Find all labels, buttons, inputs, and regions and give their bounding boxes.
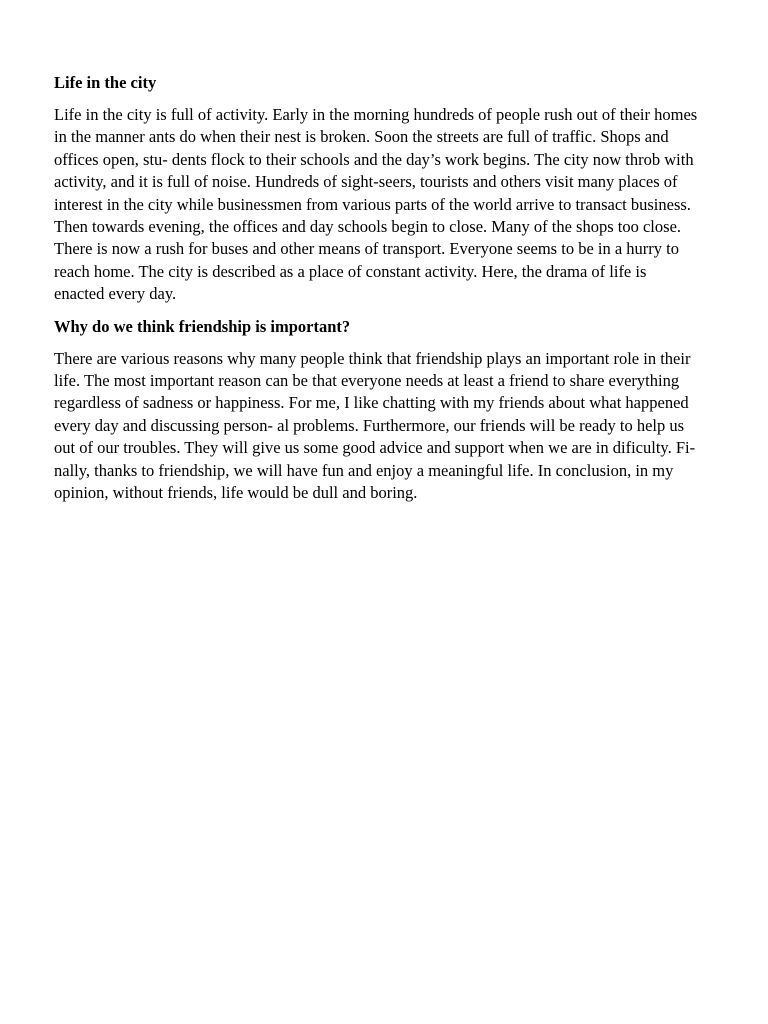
section-body-friendship: There are various reasons why many people think that friendship plays an important role in their life. The most important reason can be that everyone needs at least a friend to share everything regardless of sadness or happiness. For me, I like chatting with my friends about what happened every day and discussing person- al problems. Furthermore, our friends will be ready to help us out of our troubles. They will give us some good advice and support when we are in dificulty. Fi- nally, thanks to friendship, we will have fun and enjoy a meaningful life. In conclusion, in my opinion, without friends, life would be dull and boring. — [54, 348, 696, 503]
section-body-life-in-the-city: Life in the city is full of activity. Early in the morning hundreds of people rush out of their homes in the manner ants do when their nest is broken. Soon the streets are full of traffic. Shops and offices open, stu- dents flock to their schools and the day’s work begins. The city now throb with activity, and it is full of noise. Hundreds of sight-seers, tourists and others visit many places of interest in the city while businessmen from various parts of the world arrive to transact business. Then towards evening, the offices and day schools begin to close. Many of the shops too close. There is now a rush for buses and other means of transport. Everyone seems to be in a hurry to reach home. The city is described as a place of constant activity. Here, the drama of life is enacted every day. — [54, 105, 698, 304]
section-heading-life-in-the-city: Life in the city — [54, 73, 157, 92]
document-page — [54, 72, 698, 515]
section-heading-friendship: Why do we think friendship is important? — [54, 316, 351, 336]
